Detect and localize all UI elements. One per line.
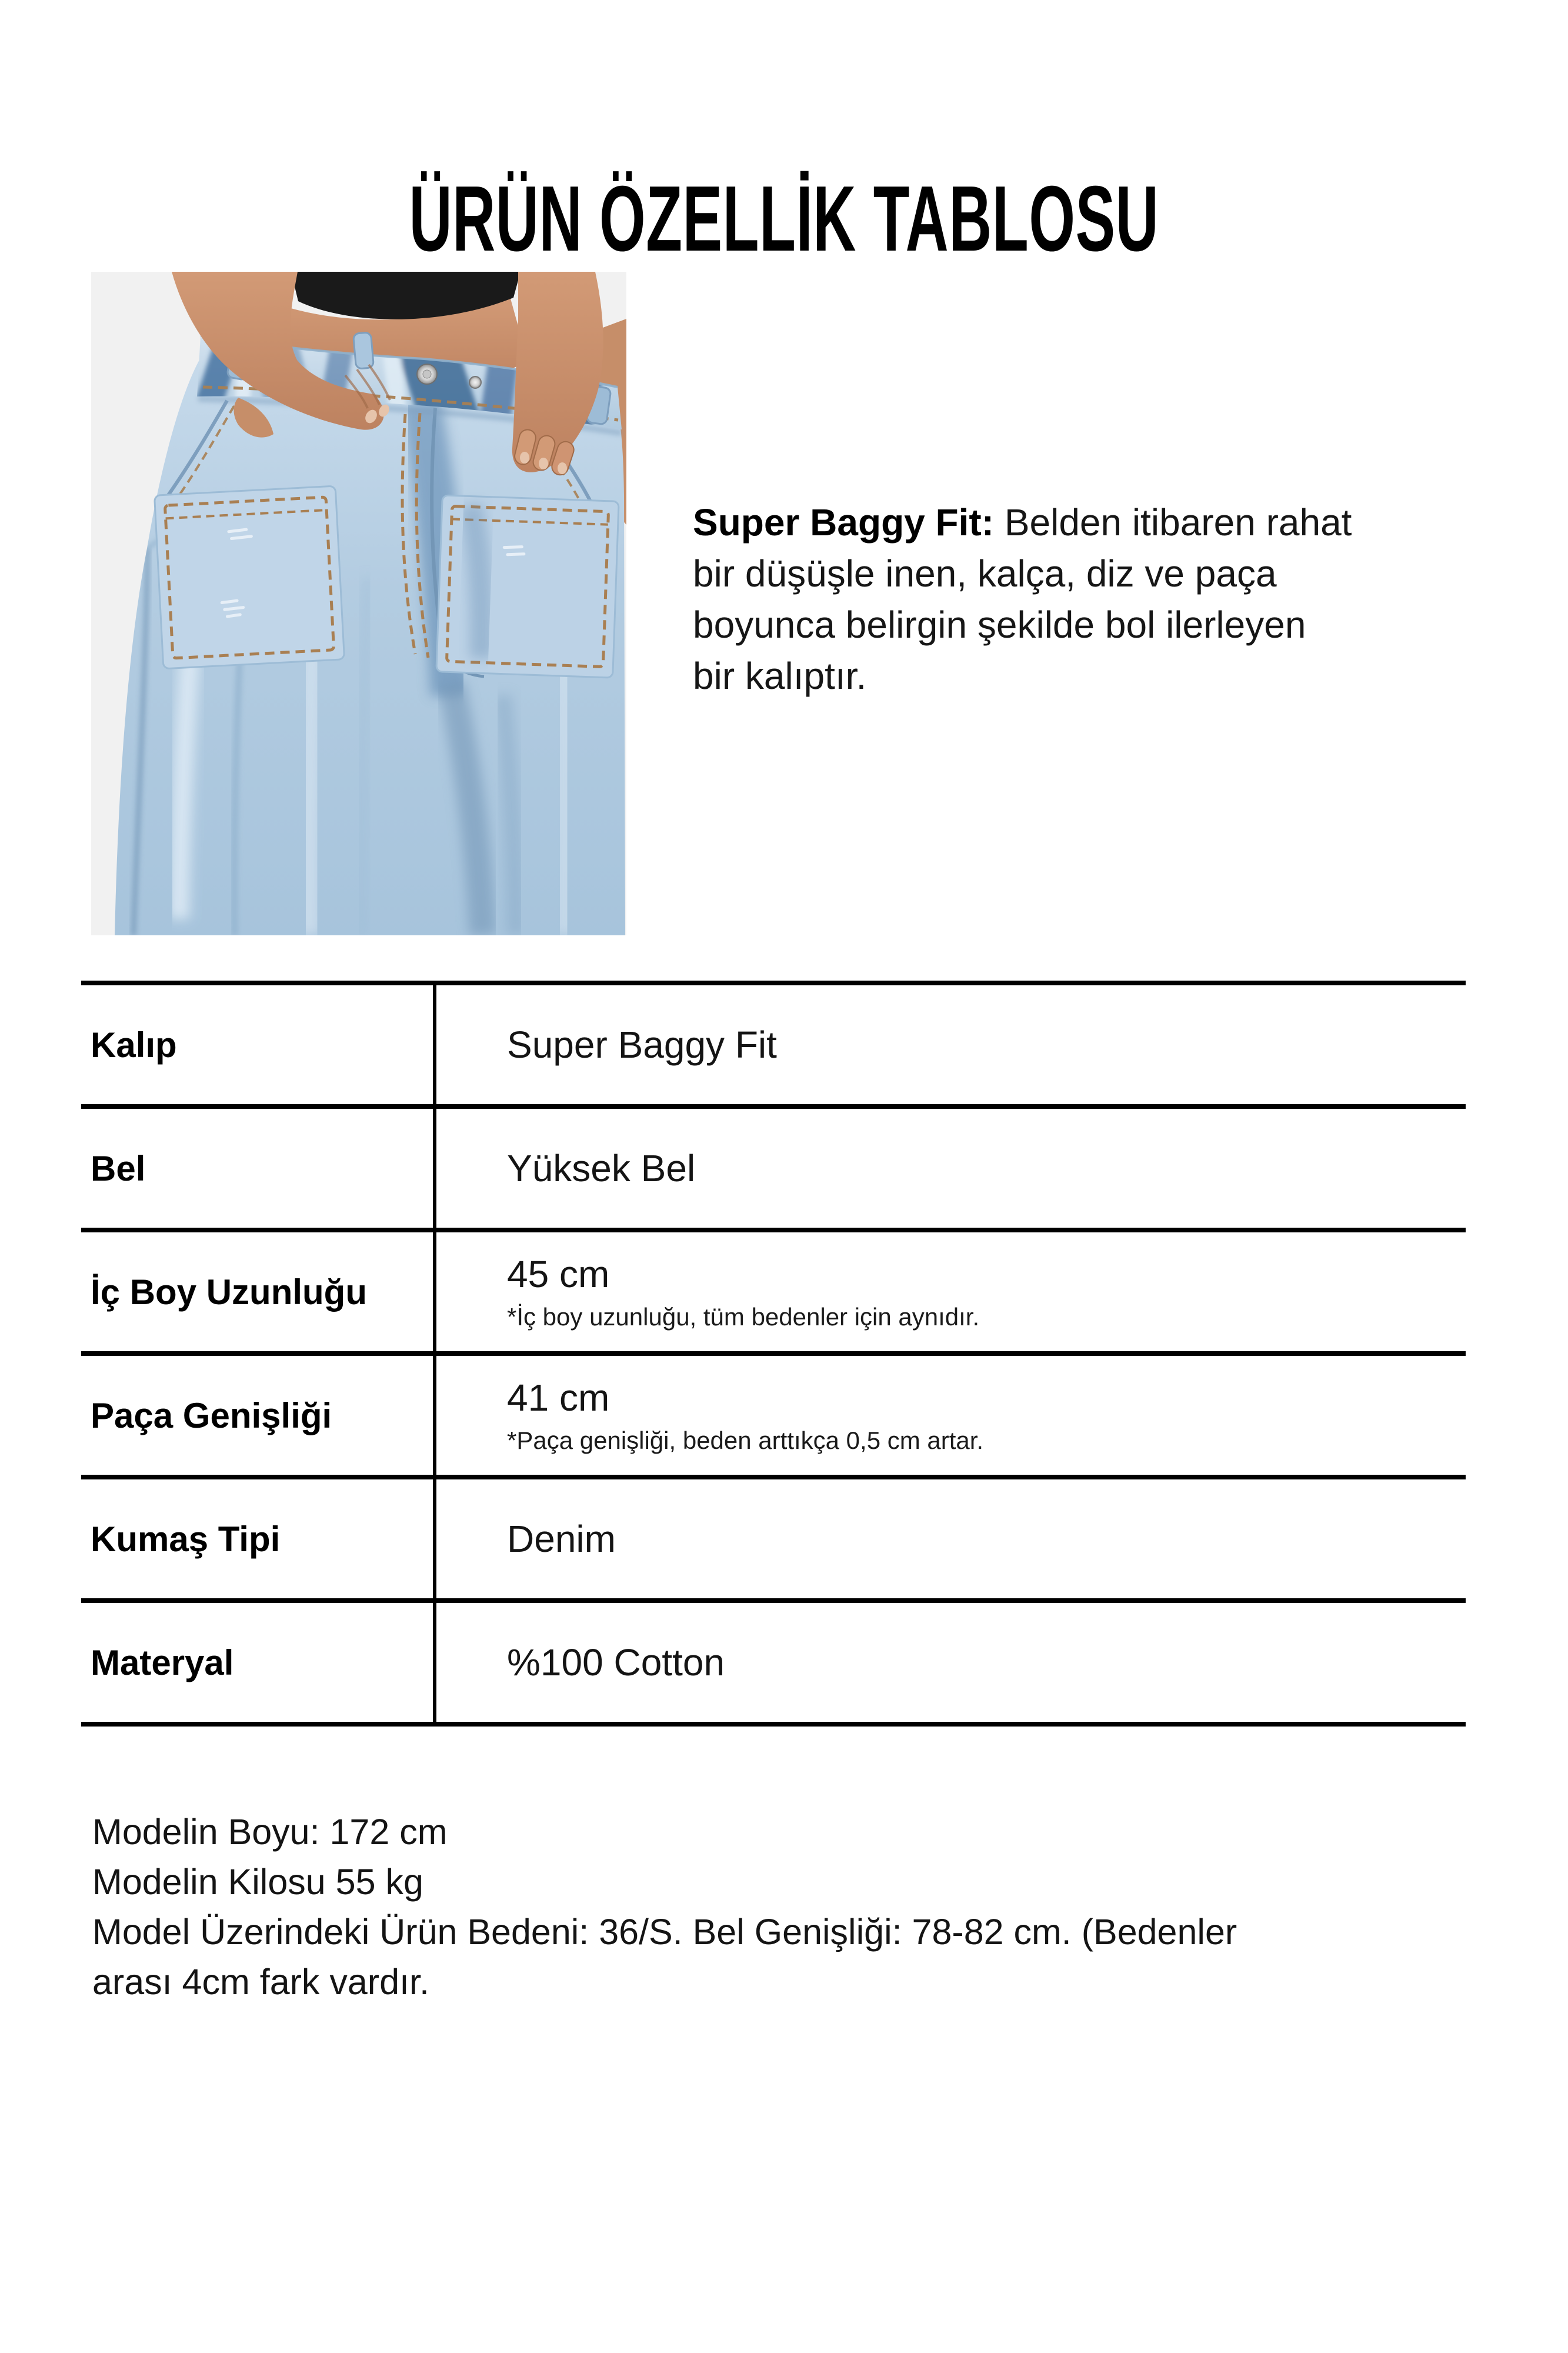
table-row-paca [81, 1356, 1466, 1479]
table-row-kumas [81, 1479, 1466, 1603]
table-row-materyal [81, 1603, 1466, 1727]
model-size-info-cont: arası 4cm fark vardır. [92, 1962, 429, 2002]
row-label: Kumaş Tipi [81, 1479, 436, 1598]
jeans-illustration [91, 272, 626, 935]
row-value: Yüksek Bel [507, 1147, 696, 1189]
row-value-cell [436, 1603, 1466, 1722]
fit-description-line: bir kalıptır. [693, 655, 867, 697]
row-label: Bel [81, 1109, 436, 1228]
row-label: Paça Genişliği [81, 1356, 436, 1475]
row-value: %100 Cotton [507, 1641, 725, 1684]
left-patch-pocket [155, 486, 345, 669]
row-value-cell [436, 1232, 1466, 1351]
row-value-cell [436, 1479, 1466, 1598]
row-value-cell [436, 1356, 1466, 1475]
row-label: İç Boy Uzunluğu [81, 1232, 436, 1351]
fit-description-line: bir düşüşle inen, kalça, diz ve paça [693, 552, 1277, 595]
model-size-info: Model Üzerindeki Ürün Bedeni: 36/S. Bel Genişliği: 78-82 cm. (Bedenler [92, 1912, 1237, 1952]
row-label: Kalıp [81, 985, 436, 1104]
row-value-cell [436, 985, 1466, 1104]
model-height: Modelin Boyu: 172 cm [92, 1812, 448, 1852]
spec-table [81, 981, 1466, 1727]
fit-description-line: Super Baggy Fit: Belden itibaren rahat [693, 501, 1352, 544]
table-row-ic-boy [81, 1232, 1466, 1356]
product-photo [91, 272, 626, 935]
row-value: 41 cm [507, 1377, 610, 1419]
row-label: Materyal [81, 1603, 436, 1722]
belt-loop [353, 332, 373, 369]
row-note: *Paça genişliği, beden arttıkça 0,5 cm artar. [507, 1427, 984, 1454]
model-weight: Modelin Kilosu 55 kg [92, 1862, 423, 1902]
row-value: 45 cm [507, 1253, 610, 1295]
table-row-kalip [81, 985, 1466, 1109]
rivet [469, 376, 481, 388]
fit-description [693, 497, 1481, 702]
model-info [92, 1807, 1237, 2007]
right-patch-pocket [436, 495, 619, 678]
page-title: ÜRÜN ÖZELLİK TABLOSU [409, 167, 1159, 271]
row-note: *İç boy uzunluğu, tüm bedenler için aynıdır. [507, 1303, 980, 1331]
fit-name: Super Baggy Fit: [693, 501, 995, 544]
fit-description-line: boyunca belirgin şekilde bol ilerleyen [693, 604, 1306, 646]
row-value-cell [436, 1109, 1466, 1228]
row-value: Denim [507, 1518, 616, 1560]
table-row-bel [81, 1109, 1466, 1232]
row-value: Super Baggy Fit [507, 1024, 777, 1066]
